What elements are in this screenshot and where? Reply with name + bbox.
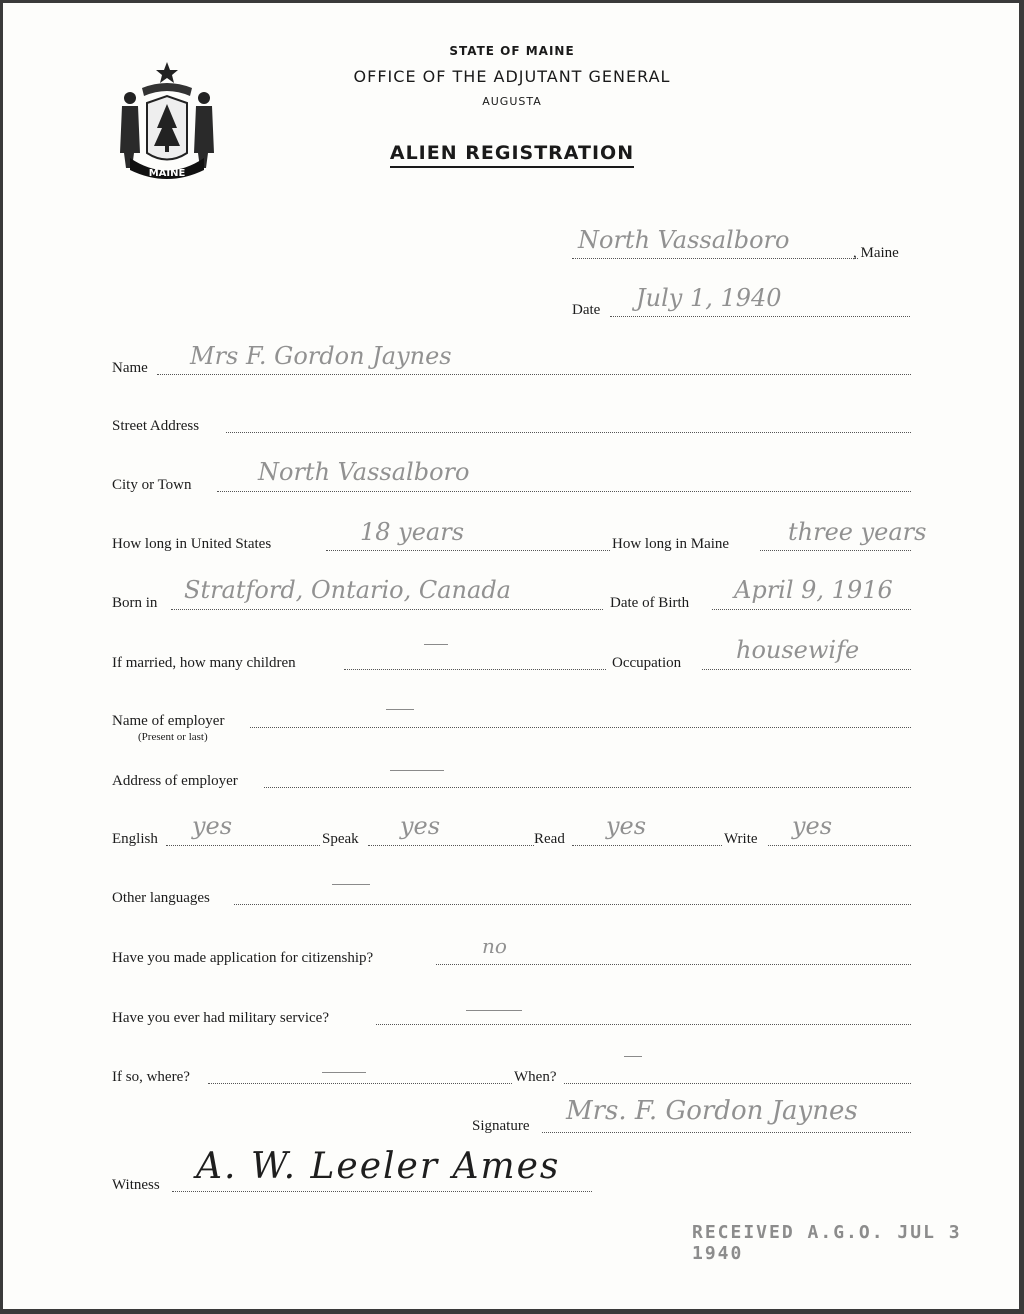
state-heading: STATE OF MAINE [449, 44, 575, 58]
born-in-line [171, 609, 603, 610]
employer-address-label: Address of employer [112, 773, 238, 789]
children-line [344, 669, 606, 670]
city-entry: North Vassalboro [258, 458, 470, 486]
occupation-line [702, 669, 911, 670]
occupation-label: Occupation [612, 655, 682, 671]
children-dash [424, 644, 448, 645]
form-title-text: ALIEN REGISTRATION [390, 142, 634, 168]
received-stamp: RECEIVED A.G.O. JUL 3 1940 [692, 1222, 962, 1264]
office-heading: OFFICE OF THE ADJUTANT GENERAL [353, 67, 671, 86]
dob-entry: April 9, 1916 [734, 576, 893, 604]
name-entry: Mrs F. Gordon Jaynes [190, 342, 452, 370]
dob-line [712, 609, 911, 610]
where-line [208, 1083, 512, 1084]
other-languages-label: Other languages [112, 890, 210, 906]
form-title [0, 142, 1024, 164]
signature-entry: Mrs. F. Gordon Jaynes [566, 1096, 858, 1126]
employer-label: Name of employer [112, 713, 225, 729]
how-long-us-line [326, 550, 610, 551]
write-label: Write [724, 831, 758, 847]
how-long-maine-label: How long in Maine [612, 536, 730, 552]
english-label: English [112, 831, 158, 847]
street-line [226, 432, 911, 433]
city-label: City or Town [112, 477, 192, 493]
place-line [572, 258, 858, 259]
place-entry: North Vassalboro [578, 226, 790, 254]
english-entry: yes [192, 812, 233, 840]
employer-address-dash [390, 770, 444, 771]
born-in-label: Born in [112, 595, 158, 611]
write-line [768, 845, 911, 846]
children-label: If married, how many children [112, 655, 296, 671]
when-dash [624, 1056, 642, 1057]
citizenship-line [436, 964, 911, 965]
seal-banner-text: MAINE [148, 168, 186, 179]
employer-note: (Present or last) [138, 731, 208, 743]
street-label: Street Address [112, 418, 200, 434]
military-label: Have you ever had military service? [112, 1010, 329, 1026]
read-entry: yes [606, 812, 647, 840]
city-heading: AUGUSTA [482, 95, 542, 108]
how-long-maine-line [760, 550, 911, 551]
where-dash [322, 1072, 366, 1073]
witness-entry: A. W. Leeler Ames [196, 1146, 561, 1187]
how-long-us-entry: 18 years [360, 518, 465, 546]
occupation-entry: housewife [736, 636, 860, 664]
speak-entry: yes [400, 812, 441, 840]
military-line [376, 1024, 911, 1025]
other-languages-dash [332, 884, 370, 885]
city-line [217, 491, 911, 492]
signature-label: Signature [472, 1118, 530, 1134]
citizenship-entry: no [482, 934, 507, 958]
when-line [564, 1083, 911, 1084]
speak-label: Speak [322, 831, 359, 847]
witness-line [172, 1191, 592, 1192]
employer-line [250, 727, 911, 728]
english-line [166, 845, 320, 846]
where-label: If so, where? [112, 1069, 190, 1085]
witness-label: Witness [112, 1177, 160, 1193]
write-entry: yes [792, 812, 833, 840]
how-long-us-label: How long in United States [112, 536, 272, 552]
citizenship-label: Have you made application for citizenship? [112, 950, 374, 966]
read-label: Read [534, 831, 565, 847]
speak-line [368, 845, 534, 846]
how-long-maine-entry: three years [788, 518, 927, 546]
employer-address-line [264, 787, 911, 788]
date-line [610, 316, 910, 317]
dob-label: Date of Birth [610, 595, 690, 611]
date-label: Date [572, 302, 601, 318]
date-entry: July 1, 1940 [636, 284, 782, 312]
born-in-entry: Stratford, Ontario, Canada [184, 576, 511, 604]
place-label: , Maine [853, 245, 899, 261]
name-line [157, 374, 911, 375]
employer-dash [386, 709, 414, 710]
other-languages-line [234, 904, 911, 905]
when-label: When? [514, 1069, 557, 1085]
name-label: Name [112, 360, 148, 376]
military-dash [466, 1010, 522, 1011]
signature-line [542, 1132, 911, 1133]
read-line [572, 845, 722, 846]
